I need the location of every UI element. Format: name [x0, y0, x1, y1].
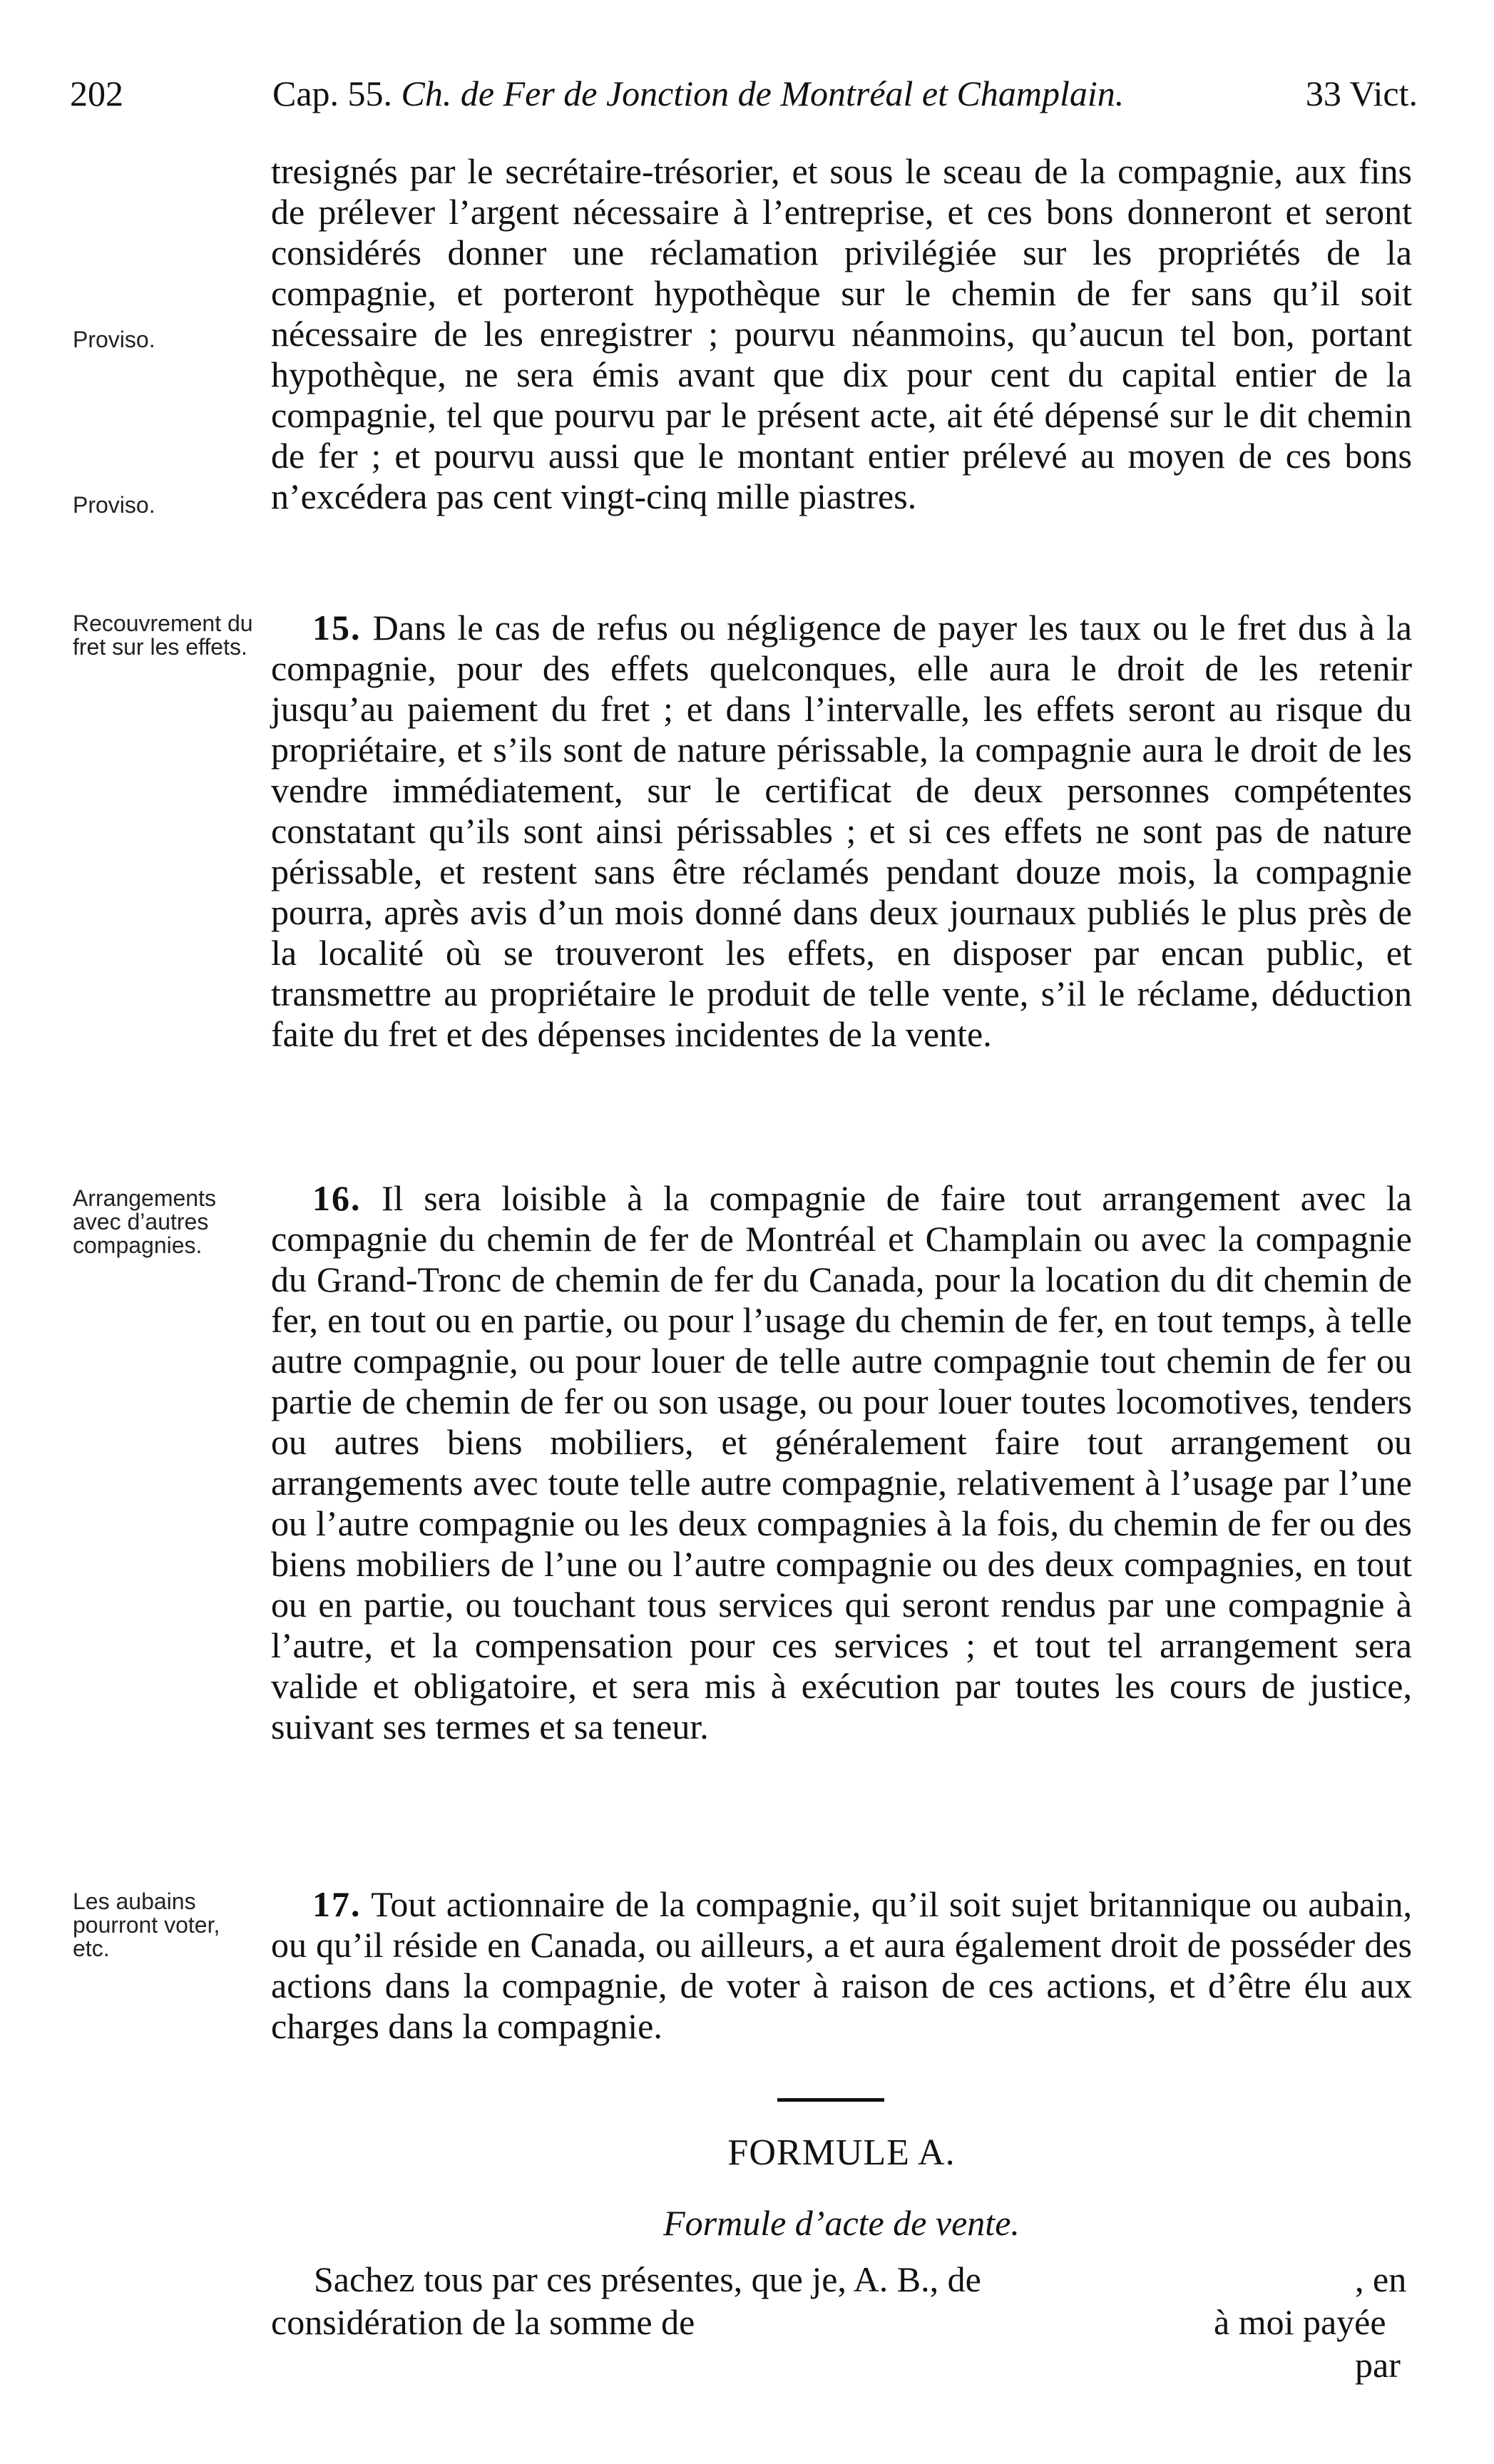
page-number: 202	[70, 73, 123, 113]
form-line-1-right: , en	[1355, 2259, 1407, 2299]
margin-note-recouvrement: Recouvrement du fret sur les effets.	[73, 610, 253, 660]
section-number: 15.	[312, 608, 362, 648]
margin-note-arrangements: Arrangements avec d’autres compagnies.	[73, 1185, 216, 1258]
section-text: Il sera loisible à la compagnie de faire tout arrangement avec la compagnie du chemin de fer de Montréal et Champlain ou avec la compagnie du Grand-Tronc de chemin de fer du Canada, pour la location du dit chemin de fer, en tout ou en partie, ou pour l’usage du chemin de fer, en tout temps, à telle autre compagnie, ou pour louer de telle autre compagnie tout chemin de fer ou partie de chemin de fer ou son usage, ou pour louer toutes locomotives, tenders ou autres biens mobiliers, et généralement faire tout arrangement ou arrangements avec toute telle autre compagnie, relativement à l’usage par l’une ou l’autre compagnie ou les deux compagnies à la fois, du chemin de fer ou des biens mobiliers de l’une ou l’autre compagnie ou des deux compagnies, en tout ou en partie, ou touchant tous services qui seront rendus par une compagnie à l’autre, et la compensation pour ces services ; et tout tel arrangement sera valide et obligatoire, et sera mis à exécution par toutes les cours de justice, suivant ses termes et sa teneur.	[271, 1178, 1413, 1747]
statute-year: 33 Vict.	[1305, 73, 1418, 113]
form-subtitle: Formule d’acte de vente.	[663, 2203, 1020, 2243]
intro-text: tresignés par le secrétaire-trésorier, et sous le sceau de la compagnie, aux fins de prélever l’argent nécessaire à l’entreprise, et ces bons donneront et seront considérés donner une réclamation privilégiée sur les propriétés de la compagnie, et porteront hypothèque sur le chemin de fer sans qu’il soit nécessaire de les enregistrer ; pourvu néanmoins, qu’aucun tel bon, portant hypothèque, ne sera émis avant que dix pour cent du capital entier de la compagnie, tel que pourvu par le présent acte, ait été dépensé sur le dit chemin de fer ; et pourvu aussi que le montant entier prélevé au moyen de ces bons n’excédera pas cent vingt-cinq mille piastres.	[271, 151, 1412, 516]
form-line-2-right: à moi payée	[1214, 2302, 1386, 2342]
form-title: FORMULE A.	[727, 2132, 956, 2173]
form-line-3-right: par	[1355, 2345, 1401, 2385]
form-line-1-left: Sachez tous par ces présentes, que je, A. B., de	[314, 2259, 981, 2299]
section-number: 17.	[312, 1884, 362, 1924]
section-text: Tout actionnaire de la compagnie, qu’il soit sujet britannique ou aubain, ou qu’il réside en Canada, ou ailleurs, a et aura également droit de posséder des actions dans la compagnie, de voter à raison de ces actions, et d’être élu aux charges dans la compagnie.	[271, 1884, 1412, 2046]
section-16	[271, 1178, 1412, 1747]
running-title-text: Ch. de Fer de Jonction de Montréal et Champlain.	[401, 73, 1125, 113]
section-text: Dans le cas de refus ou négligence de payer les taux ou le fret dus à la compagnie, pour des effets quelconques, elle aura le droit de les retenir jusqu’au paiement du fret ; et dans l’intervalle, les effets seront au risque du propriétaire, et s’ils sont de nature périssable, la compagnie aura le droit de les vendre immédiatement, sur le certificat de deux personnes compétentes constatant qu’ils sont ainsi périssables ; et si ces effets ne sont pas de nature périssable, et restent sans être réclamés pendant douze mois, la compagnie pourra, après avis d’un mois donné dans deux journaux publiés le plus près de la localité où se trouveront les effets, en disposer par encan public, et transmettre au propriétaire le produit de telle vente, s’il le réclame, déduction faite du fret et des dépenses incidentes de la vente.	[271, 608, 1412, 1054]
margin-note-proviso-2: Proviso.	[73, 492, 155, 518]
chapter-label: Cap. 55.	[272, 73, 393, 113]
section-number: 16.	[312, 1178, 362, 1218]
running-title	[272, 68, 1124, 118]
section-17	[271, 1884, 1412, 2047]
page-header	[70, 68, 1418, 118]
intro-paragraph	[271, 151, 1412, 517]
margin-note-proviso-1: Proviso.	[73, 327, 155, 352]
margin-note-aubains: Les aubains pourront voter, etc.	[73, 1888, 220, 1961]
section-divider	[777, 2098, 884, 2102]
section-15	[271, 608, 1412, 1055]
form-line-2-left: considération de la somme de	[271, 2302, 695, 2342]
